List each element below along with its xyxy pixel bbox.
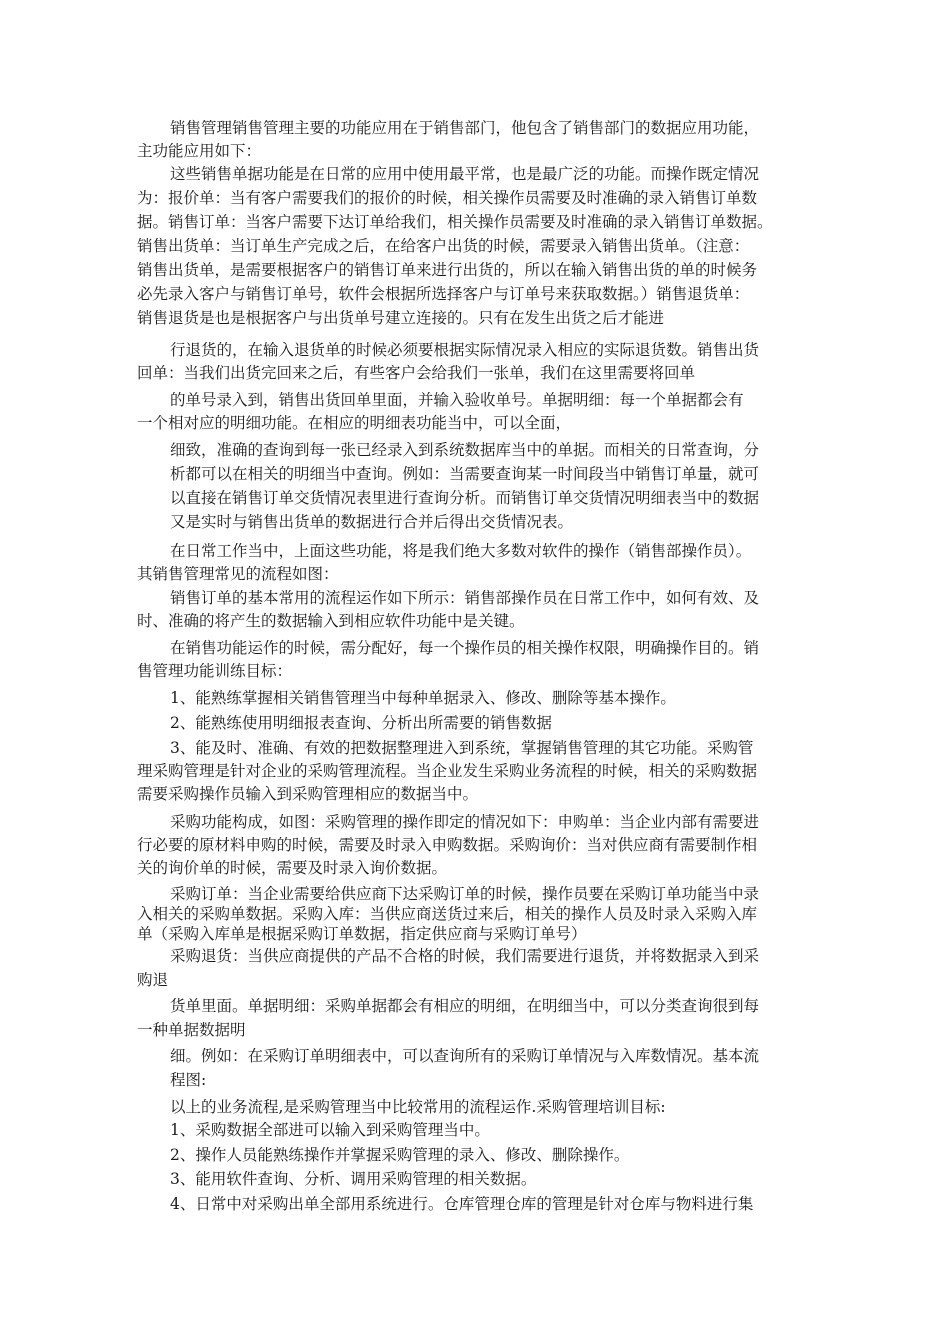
text-line: 单（采购入库单是根据采购订单数据，指定供应商与采购订单号） <box>137 925 587 943</box>
text-line: 时、准确的将产生的数据输入到相应软件功能中是关键。 <box>137 612 525 630</box>
text-line: 细致，准确的查询到每一张已经录入到系统数据库当中的单据。而相关的日常查询，分 <box>170 441 760 459</box>
text-line: 2、能熟练使用明细报表查询、分析出所需要的销售数据 <box>170 714 552 732</box>
paragraph <box>137 1097 817 1120</box>
text-line: 回单：当我们出货完回来之后，有些客户会给我们一张单，我们在这里需要将回单 <box>137 364 696 382</box>
paragraph <box>137 688 817 711</box>
paragraph <box>137 884 817 944</box>
text-line: 3、能用软件查询、分析、调用采购管理的相关数据。 <box>170 1170 537 1188</box>
text-line: 购退 <box>137 971 169 989</box>
text-line: 4、日常中对采购出单全部用系统进行。仓库管理仓库的管理是针对仓库与物料进行集 <box>170 1195 754 1213</box>
paragraph <box>137 996 817 1044</box>
text-line: 的单号录入到，销售出货回单里面，并输入验收单号。单据明细：每一个单据都会有 <box>170 391 744 409</box>
text-line: 采购退货：当供应商提供的产品不合格的时候，我们需要进行退货，并将数据录入到采 <box>170 947 760 965</box>
text-line: 销售订单的基本常用的流程运作如下所示：销售部操作员在日常工作中，如何有效、及 <box>170 589 760 607</box>
text-line: 在销售功能运作的时候，需分配好，每一个操作员的相关操作权限，明确操作目的。销 <box>170 639 760 657</box>
text-line: 3、能及时、准确、有效的把数据整理进入到系统，掌握销售管理的其它功能。采购管 <box>170 739 754 757</box>
paragraph <box>137 118 817 164</box>
text-line: 析都可以在相关的明细当中查询。例如：当需要查询某一时间段当中销售订单量，就可 <box>170 465 760 483</box>
text-line: 行必要的原材料申购的时候，需要及时录入申购数据。采购询价：当对供应商有需要制作相 <box>137 836 758 854</box>
text-line: 行退货的，在输入退货单的时候必须要根据实际情况录入相应的实际退货数。销售出货 <box>170 341 760 359</box>
text-line: 在日常工作当中，上面这些功能，将是我们绝大多数对软件的操作（销售部操作员）。 <box>170 542 752 560</box>
paragraph <box>137 1046 817 1094</box>
paragraph <box>137 1120 817 1143</box>
text-line: 细。例如：在采购订单明细表中，可以查询所有的采购订单情况与入库数情况。基本流 <box>170 1047 760 1065</box>
paragraph <box>137 164 817 332</box>
text-line: 一种单据数据明 <box>137 1021 246 1039</box>
paragraph <box>137 1169 817 1192</box>
text-line: 销售出货单：当订单生产完成之后，在给客户出货的时候，需要录入销售出货单。（注意： <box>137 237 750 255</box>
text-line: 主功能应用如下： <box>137 142 262 160</box>
paragraph <box>137 440 817 536</box>
text-line: 这些销售单据功能是在日常的应用中使用最平常，也是最广泛的功能。而操作既定情况 <box>170 165 760 183</box>
text-line: 为：报价单：当有客户需要我们的报价的时候，相关操作员需要及时准确的录入销售订单数 <box>137 189 758 207</box>
paragraph <box>137 812 817 881</box>
paragraph <box>137 340 817 386</box>
text-line: 理采购管理是针对企业的采购管理流程。当企业发生采购业务流程的时候，相关的采购数据 <box>137 762 758 780</box>
text-line: 其销售管理常见的流程如图： <box>137 565 339 583</box>
paragraph <box>137 713 817 736</box>
paragraph <box>137 588 817 634</box>
paragraph <box>137 638 817 684</box>
text-line: 入相关的采购单数据。采购入库：当供应商送货过来后，相关的操作人员及时录入采购入库 <box>137 905 758 923</box>
text-line: 采购功能构成，如图：采购管理的操作即定的情况如下：申购单：当企业内部有需要进 <box>170 813 760 831</box>
paragraph <box>137 946 817 994</box>
text-line: 一个相对应的明细功能。在相应的明细表功能当中，可以全面， <box>137 414 572 432</box>
text-line: 又是实时与销售出货单的数据进行合并后得出交货情况表。 <box>170 513 574 531</box>
paragraph <box>137 541 817 587</box>
text-line: 销售退货是也是根据客户与出货单号建立连接的。只有在发生出货之后才能进 <box>137 309 665 327</box>
text-line: 1、采购数据全部进可以输入到采购管理当中。 <box>170 1121 490 1139</box>
paragraph <box>137 1145 817 1168</box>
paragraph <box>137 738 817 807</box>
text-line: 关的询价单的时候，需要及时录入询价数据。 <box>137 859 448 877</box>
text-line: 据。销售订单：当客户需要下达订单给我们，相关操作员需要及时准确的录入销售订单数据。 <box>137 213 773 231</box>
text-line: 以上的业务流程,是采购管理当中比较常用的流程运作.采购管理培训目标: <box>170 1098 666 1116</box>
text-line: 销售管理销售管理主要的功能应用在于销售部门，他包含了销售部门的数据应用功能， <box>170 119 760 137</box>
text-line: 必先录入客户与销售订单号，软件会根据所选择客户与订单号来获取数据。）销售退货单： <box>137 285 750 303</box>
text-line: 2、操作人员能熟练操作并掌握采购管理的录入、修改、删除操作。 <box>170 1146 630 1164</box>
text-line: 销售出货单，是需要根据客户的销售订单来进行出货的，所以在输入销售出货的单的时候务 <box>137 261 758 279</box>
text-line: 售管理功能训练目标： <box>137 662 293 680</box>
text-line: 需要采购操作员输入到采购管理相应的数据当中。 <box>137 785 479 803</box>
text-line: 1、能熟练掌握相关销售管理当中每种单据录入、修改、删除等基本操作。 <box>170 689 676 707</box>
text-line: 货单里面。单据明细：采购单据都会有相应的明细，在明细当中，可以分类查询很到每 <box>170 997 760 1015</box>
text-line: 程图: <box>170 1071 207 1089</box>
paragraph <box>137 390 817 436</box>
text-line: 以直接在销售订单交货情况表里进行查询分析。而销售订单交货情况明细表当中的数据 <box>170 489 760 507</box>
text-line: 采购订单：当企业需要给供应商下达采购订单的时候，操作员要在采购订单功能当中录 <box>170 885 760 903</box>
paragraph <box>137 1194 817 1217</box>
